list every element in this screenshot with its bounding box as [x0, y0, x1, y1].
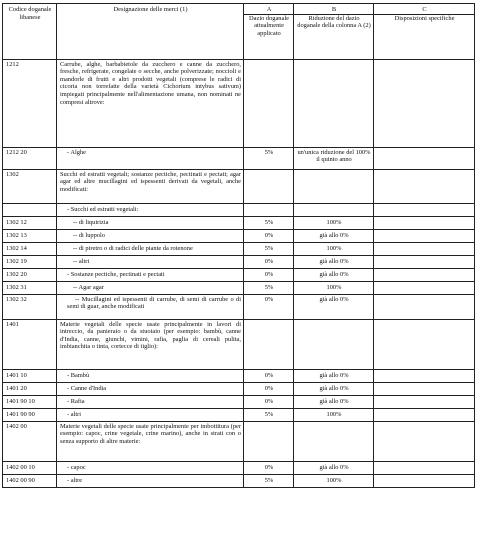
- table-row: [3, 242, 475, 255]
- description-cell: - Rafia: [57, 395, 244, 408]
- header-current-duty: Dazio doganale attualmente applicato: [244, 14, 294, 59]
- tariff-code-cell: 1302 14: [3, 242, 57, 255]
- table-row: [3, 395, 475, 408]
- current-duty-cell: 5%: [244, 408, 294, 421]
- tariff-table: [2, 3, 475, 488]
- tariff-code-cell: 1402 00: [3, 421, 57, 461]
- duty-reduction-cell: un'unica riduzione del 100% il quinto anno: [294, 147, 374, 169]
- table-row: [3, 268, 475, 281]
- description-cell: - capoc: [57, 461, 244, 474]
- duty-reduction-cell: 100%: [294, 474, 374, 487]
- description-cell: Materie vegetali delle specie usate principalmente per imbottitura (per esempio: capoc, crine vegetale, crine marino), anche in strati con o senza supporto di altre materie:: [57, 421, 244, 461]
- table-row: [3, 59, 475, 147]
- tariff-code-cell: 1401 90 10: [3, 395, 57, 408]
- tariff-code-cell: 1401: [3, 319, 57, 369]
- table-row: [3, 369, 475, 382]
- duty-reduction-cell: già allo 0%: [294, 255, 374, 268]
- duty-reduction-cell: 100%: [294, 281, 374, 294]
- table-row: [3, 255, 475, 268]
- header-description: Designazione delle merci (1): [57, 4, 244, 60]
- tariff-code-cell: [3, 203, 57, 216]
- description-cell: - Bambù: [57, 369, 244, 382]
- current-duty-cell: 5%: [244, 474, 294, 487]
- description-cell: Succhi ed estratti vegetali; sostanze pectiche, pectinati e pectati; agar agar ed altre mucillagini ed ispessenti derivati da vegetali, anche modificati:: [57, 169, 244, 203]
- duty-reduction-cell: già allo 0%: [294, 461, 374, 474]
- tariff-code-cell: 1302 13: [3, 229, 57, 242]
- tariff-code-cell: 1401 20: [3, 382, 57, 395]
- tariff-code-cell: 1212: [3, 59, 57, 147]
- specific-provisions-cell: [374, 242, 475, 255]
- duty-reduction-cell: già allo 0%: [294, 268, 374, 281]
- specific-provisions-cell: [374, 255, 475, 268]
- current-duty-cell: 5%: [244, 242, 294, 255]
- table-row: [3, 461, 475, 474]
- tariff-code-cell: 1212 20: [3, 147, 57, 169]
- duty-reduction-cell: già allo 0%: [294, 369, 374, 382]
- column-letter-b: B: [294, 4, 374, 15]
- current-duty-cell: 0%: [244, 395, 294, 408]
- current-duty-cell: 0%: [244, 369, 294, 382]
- current-duty-cell: [244, 169, 294, 203]
- header-specific-provisions: Disposizioni specifiche: [374, 14, 475, 59]
- specific-provisions-cell: [374, 203, 475, 216]
- specific-provisions-cell: [374, 474, 475, 487]
- specific-provisions-cell: [374, 319, 475, 369]
- column-letter-a: A: [244, 4, 294, 15]
- specific-provisions-cell: [374, 461, 475, 474]
- document-page: [2, 3, 475, 488]
- specific-provisions-cell: [374, 216, 475, 229]
- duty-reduction-cell: [294, 169, 374, 203]
- column-letter-row: [3, 4, 475, 15]
- table-body: [3, 59, 475, 487]
- description-cell: -- di liquirizia: [57, 216, 244, 229]
- table-row: [3, 281, 475, 294]
- description-cell: -- Mucillagini ed ispessenti di carrube, di semi di carrube o di semi di guar, anche modificati: [57, 294, 244, 319]
- table-row: [3, 169, 475, 203]
- tariff-code-cell: 1302 32: [3, 294, 57, 319]
- specific-provisions-cell: [374, 369, 475, 382]
- specific-provisions-cell: [374, 421, 475, 461]
- duty-reduction-cell: 100%: [294, 242, 374, 255]
- duty-reduction-cell: [294, 59, 374, 147]
- description-cell: -- Agar agar: [57, 281, 244, 294]
- current-duty-cell: [244, 59, 294, 147]
- table-row: [3, 421, 475, 461]
- duty-reduction-cell: già allo 0%: [294, 229, 374, 242]
- tariff-code-cell: 1302 19: [3, 255, 57, 268]
- duty-reduction-cell: già allo 0%: [294, 382, 374, 395]
- table-header: [3, 4, 475, 60]
- specific-provisions-cell: [374, 59, 475, 147]
- duty-reduction-cell: [294, 319, 374, 369]
- description-cell: - Canne d'India: [57, 382, 244, 395]
- duty-reduction-cell: già allo 0%: [294, 294, 374, 319]
- current-duty-cell: [244, 319, 294, 369]
- specific-provisions-cell: [374, 408, 475, 421]
- tariff-code-cell: 1402 00 10: [3, 461, 57, 474]
- tariff-code-cell: 1302 20: [3, 268, 57, 281]
- table-row: [3, 474, 475, 487]
- specific-provisions-cell: [374, 281, 475, 294]
- current-duty-cell: 0%: [244, 461, 294, 474]
- description-cell: -- altri: [57, 255, 244, 268]
- table-row: [3, 408, 475, 421]
- tariff-code-cell: 1401 10: [3, 369, 57, 382]
- duty-reduction-cell: 100%: [294, 408, 374, 421]
- description-cell: -- di luppolo: [57, 229, 244, 242]
- current-duty-cell: 5%: [244, 281, 294, 294]
- duty-reduction-cell: [294, 203, 374, 216]
- description-cell: - altre: [57, 474, 244, 487]
- table-row: [3, 229, 475, 242]
- specific-provisions-cell: [374, 147, 475, 169]
- current-duty-cell: 0%: [244, 382, 294, 395]
- tariff-code-cell: 1401 90 90: [3, 408, 57, 421]
- duty-reduction-cell: [294, 421, 374, 461]
- description-cell: Materie vegetali delle specie usate principalmente in lavori di intreccio, da panieraio o da stuoiaio (per esempio: bambù, canne d'India, canne, giunchi, vimini, rafia, paglia di cereali pulita, imbianchita o tinta, cortecce di tiglio):: [57, 319, 244, 369]
- table-row: [3, 382, 475, 395]
- description-cell: -- di piretro o di radici delle piante da rotenone: [57, 242, 244, 255]
- specific-provisions-cell: [374, 294, 475, 319]
- tariff-code-cell: 1402 00 90: [3, 474, 57, 487]
- tariff-code-cell: 1302: [3, 169, 57, 203]
- current-duty-cell: 5%: [244, 216, 294, 229]
- tariff-code-cell: 1302 12: [3, 216, 57, 229]
- duty-reduction-cell: 100%: [294, 216, 374, 229]
- specific-provisions-cell: [374, 268, 475, 281]
- current-duty-cell: 0%: [244, 229, 294, 242]
- table-row: [3, 319, 475, 369]
- header-duty-reduction: Riduzione del dazio doganale della colonna A (2): [294, 14, 374, 59]
- column-letter-c: C: [374, 4, 475, 15]
- tariff-code-cell: 1302 31: [3, 281, 57, 294]
- current-duty-cell: 0%: [244, 294, 294, 319]
- table-row: [3, 216, 475, 229]
- current-duty-cell: 0%: [244, 268, 294, 281]
- specific-provisions-cell: [374, 229, 475, 242]
- table-row: [3, 147, 475, 169]
- current-duty-cell: [244, 421, 294, 461]
- current-duty-cell: 5%: [244, 147, 294, 169]
- description-cell: - Alghe: [57, 147, 244, 169]
- description-cell: Carrube, alghe, barbabietole da zucchero e canne da zucchero, fresche, refrigerate, congelate o secche, anche polverizzate; noccioli e mandorle di frutti e altri prodotti vegetali (comprese le radici di cicoria non torrefatte della varietà Cichorium intybus sativum) impiegati principalmente nell'alimentazione umana, non nominati ne compresi altrove:: [57, 59, 244, 147]
- table-row: [3, 203, 475, 216]
- specific-provisions-cell: [374, 382, 475, 395]
- description-cell: - Sostanze pectiche, pectinati e pectati: [57, 268, 244, 281]
- duty-reduction-cell: già allo 0%: [294, 395, 374, 408]
- description-cell: - Succhi ed estratti vegetali:: [57, 203, 244, 216]
- table-row: [3, 294, 475, 319]
- current-duty-cell: 0%: [244, 255, 294, 268]
- current-duty-cell: [244, 203, 294, 216]
- description-cell: - altri: [57, 408, 244, 421]
- specific-provisions-cell: [374, 395, 475, 408]
- specific-provisions-cell: [374, 169, 475, 203]
- header-code: Codice doganale libanese: [3, 4, 57, 60]
